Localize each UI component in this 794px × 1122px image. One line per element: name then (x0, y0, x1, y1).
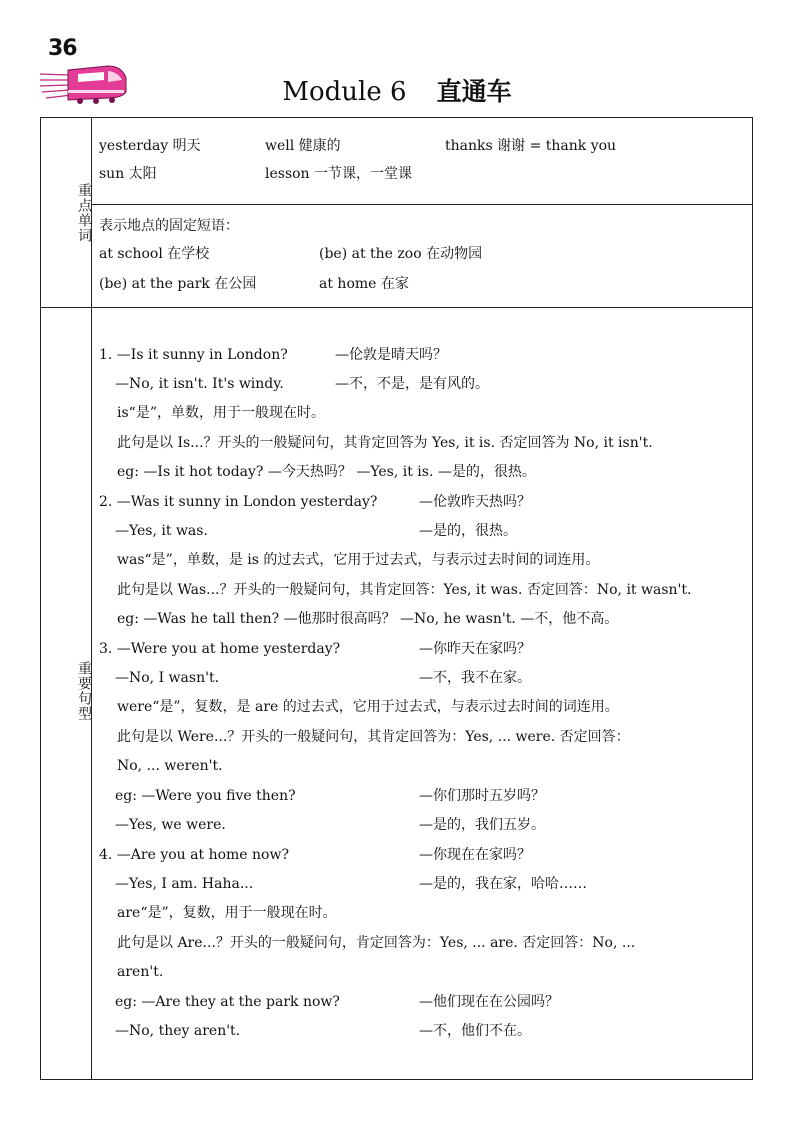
sentence-note: 此句是以 Were...？开头的一般疑问句，其肯定回答为：Yes, ... were. 否定回答： (117, 729, 630, 745)
content-table (40, 117, 753, 1080)
sentence-line: —No, they aren't. —不，他们不在。 (115, 1023, 531, 1039)
sentence-note: 此句是以 Are...？开头的一般疑问句，肯定回答为：Yes, ... are. 否定回答：No, ... (117, 935, 636, 951)
phrase-item: at home 在家 (319, 276, 409, 292)
sentence-note: were“是”，复数，是 are 的过去式，它用于过去式，与表示过去时间的词连用。 (117, 699, 619, 715)
sentence-note: aren't. (117, 964, 164, 980)
sentence-line: —Yes, we were. —是的，我们五岁。 (115, 817, 545, 833)
sentence-example: eg: —Is it hot today? —今天热吗？ —Yes, it is. —是的，很热。 (117, 464, 536, 480)
sentence-line: eg: —Were you five then? —你们那时五岁吗？ (115, 788, 545, 804)
sentence-line: 2. —Was it sunny in London yesterday? —伦敦昨天热吗？ (99, 494, 531, 510)
phrase-item: (be) at the zoo 在动物园 (319, 246, 483, 262)
sentence-line: —No, I wasn't. —不，我不在家。 (115, 670, 531, 686)
phrase-row (99, 246, 749, 262)
sentence-note: is“是”，单数，用于一般现在时。 (117, 405, 325, 421)
word-item: well 健康的 (265, 138, 341, 154)
sentence-line: 3. —Were you at home yesterday? —你昨天在家吗？ (99, 641, 531, 657)
section-label-words: 重点单词 (76, 183, 92, 243)
phrase-item: at school 在学校 (99, 246, 210, 262)
page-title (0, 72, 794, 108)
word-item: thanks 谢谢 = thank you (445, 138, 617, 154)
sentence-line: —Yes, it was. —是的，很热。 (115, 523, 517, 539)
sentence-note: No, ... weren't. (117, 758, 223, 774)
sentence-line: 1. —Is it sunny in London? —伦敦是晴天吗？ (99, 347, 447, 363)
word-row (99, 166, 749, 182)
sentence-note: 此句是以 Is...？开头的一般疑问句，其肯定回答为 Yes, it is. 否定回答为 No, it isn't. (117, 435, 653, 451)
word-item: sun 太阳 (99, 166, 157, 182)
section-label-sentences: 重要句型 (76, 661, 92, 721)
sentence-line: 4. —Are you at home now? —你现在在家吗？ (99, 847, 531, 863)
word-item: yesterday 明天 (99, 138, 201, 154)
sentence-example: eg: —Was he tall then? —他那时很高吗？ —No, he wasn't. —不，他不高。 (117, 611, 619, 627)
title-english: Module 6 (282, 77, 407, 107)
phrase-row (99, 276, 749, 292)
phrase-item: (be) at the park 在公园 (99, 276, 257, 292)
title-chinese: 直通车 (436, 77, 512, 106)
sentence-line: —Yes, I am. Haha... —是的，我在家，哈哈…… (115, 876, 587, 892)
sentence-note: 此句是以 Was...？开头的一般疑问句，其肯定回答：Yes, it was. 否定回答：No, it wasn't. (117, 582, 692, 598)
sentence-line: eg: —Are they at the park now? —他们现在在公园吗？ (115, 994, 559, 1010)
word-item: lesson 一节课，一堂课 (265, 166, 413, 182)
phrases-title: 表示地点的固定短语： (99, 218, 239, 234)
page-number: 36 (48, 36, 77, 61)
sentence-note: was“是”，单数，是 is 的过去式，它用于过去式，与表示过去时间的词连用。 (117, 552, 600, 568)
sentence-note: are“是”，复数，用于一般现在时。 (117, 905, 337, 921)
word-row (99, 138, 749, 154)
sentence-line: —No, it isn't. It's windy. —不，不是，是有风的。 (115, 376, 489, 392)
